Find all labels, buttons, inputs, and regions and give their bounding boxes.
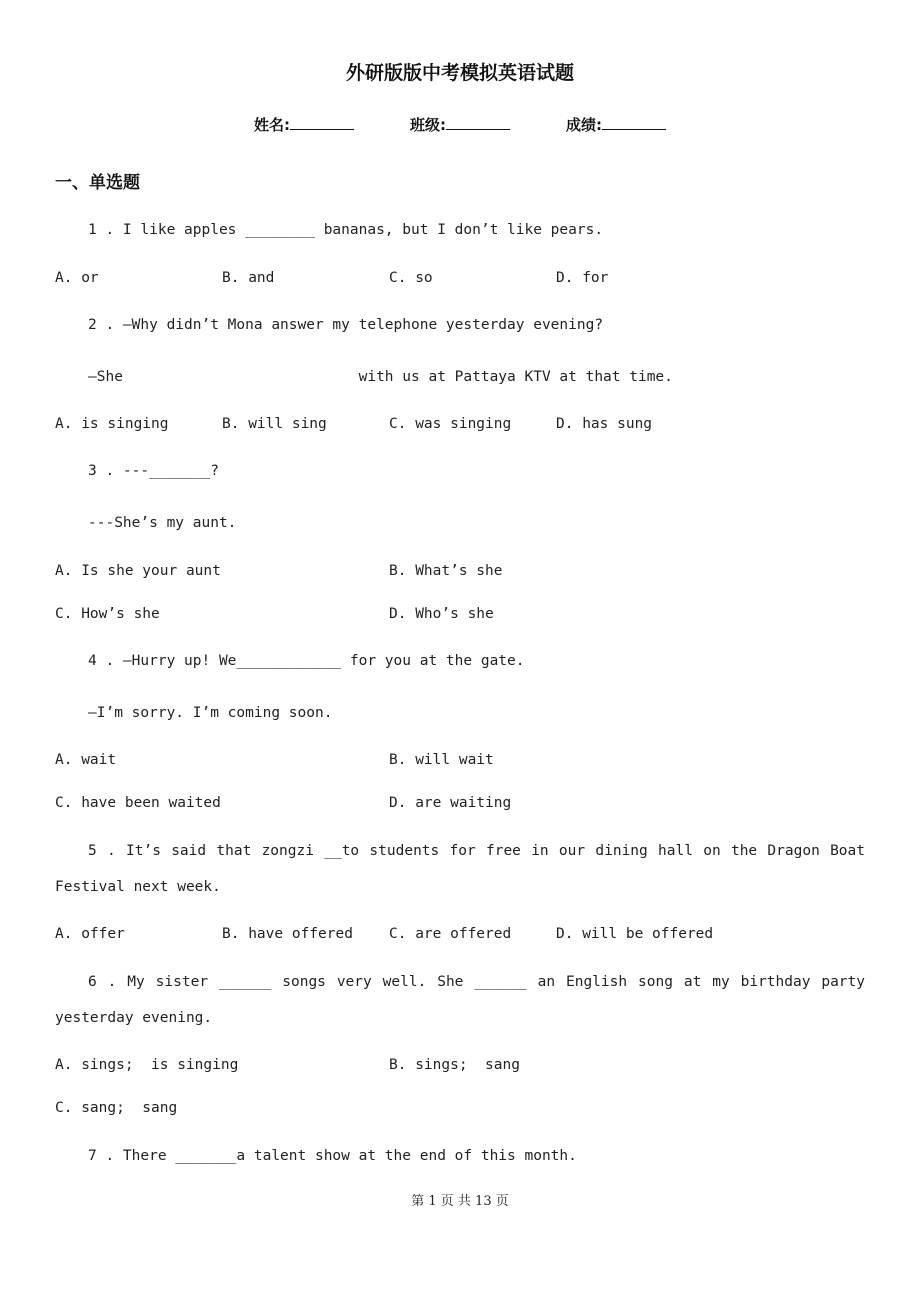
question-2-option-c[interactable]: C. was singing — [389, 416, 512, 432]
question-6-option-c[interactable]: C. sang; sang — [55, 1100, 178, 1116]
question-2-option-d[interactable]: D. has sung — [556, 416, 653, 432]
question-2-option-b[interactable]: B. will sing — [222, 416, 327, 432]
question-4-stem: 4 . —Hurry up! We____________ for you at the gate. — [88, 653, 525, 669]
question-3-option-a[interactable]: A. Is she your aunt — [55, 563, 221, 579]
question-3-option-c[interactable]: C. How’s she — [55, 606, 160, 622]
name-blank[interactable] — [290, 115, 354, 130]
student-info-row — [0, 114, 920, 135]
question-1-stem: 1 . I like apples ________ bananas, but I don’t like pears. — [88, 222, 604, 238]
question-1-option-a[interactable]: A. or — [55, 270, 99, 286]
question-3-option-d[interactable]: D. Who’s she — [389, 606, 494, 622]
question-6-option-a[interactable]: A. sings; is singing — [55, 1057, 239, 1073]
question-6-stem: 6 . My sister ______ songs very well. She ______ an English song at my birthday party yesterday evening. — [55, 974, 865, 1026]
page-title: 外研版版中考模拟英语试题 — [345, 62, 574, 84]
question-4-option-c[interactable]: C. have been waited — [55, 795, 221, 811]
question-3-stem: 3 . ---_______? — [88, 463, 219, 479]
page-footer: 第 1 页 共 13 页 — [411, 1194, 509, 1209]
score-field[interactable] — [566, 114, 666, 135]
question-6-option-b[interactable]: B. sings; sang — [389, 1057, 520, 1073]
question-1-option-b[interactable]: B. and — [222, 270, 275, 286]
name-label: 姓名: — [254, 116, 290, 134]
question-1-option-c[interactable]: C. so — [389, 270, 433, 286]
question-4-option-d[interactable]: D. are waiting — [389, 795, 512, 811]
question-5-option-d[interactable]: D. will be offered — [556, 926, 714, 942]
question-7-stem: 7 . There _______a talent show at the end of this month. — [88, 1148, 577, 1164]
question-5-stem: 5 . It’s said that zongzi __to students for free in our dining hall on the Dragon Boat Festival next week. — [55, 843, 865, 895]
question-3-answer-line: ---She’s my aunt. — [88, 515, 237, 531]
question-1-option-d[interactable]: D. for — [556, 270, 609, 286]
name-field[interactable] — [254, 114, 354, 135]
question-3-option-b[interactable]: B. What’s she — [389, 563, 503, 579]
question-2-option-a[interactable]: A. is singing — [55, 416, 169, 432]
question-4-option-a[interactable]: A. wait — [55, 752, 117, 768]
question-2-stem: 2 . —Why didn’t Mona answer my telephone yesterday evening? — [88, 317, 604, 333]
question-4-answer-line: —I’m sorry. I’m coming soon. — [88, 705, 333, 721]
class-label: 班级: — [410, 116, 446, 134]
score-blank[interactable] — [602, 115, 666, 130]
question-5-option-c[interactable]: C. are offered — [389, 926, 512, 942]
class-blank[interactable] — [446, 115, 510, 130]
score-label: 成绩: — [566, 116, 602, 134]
question-4-option-b[interactable]: B. will wait — [389, 752, 494, 768]
question-5-option-a[interactable]: A. offer — [55, 926, 125, 942]
question-5-option-b[interactable]: B. have offered — [222, 926, 353, 942]
class-field[interactable] — [410, 114, 510, 135]
question-2-answer-line: —She with us at Pattaya KTV at that time. — [88, 369, 673, 385]
section-heading: 一、单选题 — [55, 173, 140, 193]
